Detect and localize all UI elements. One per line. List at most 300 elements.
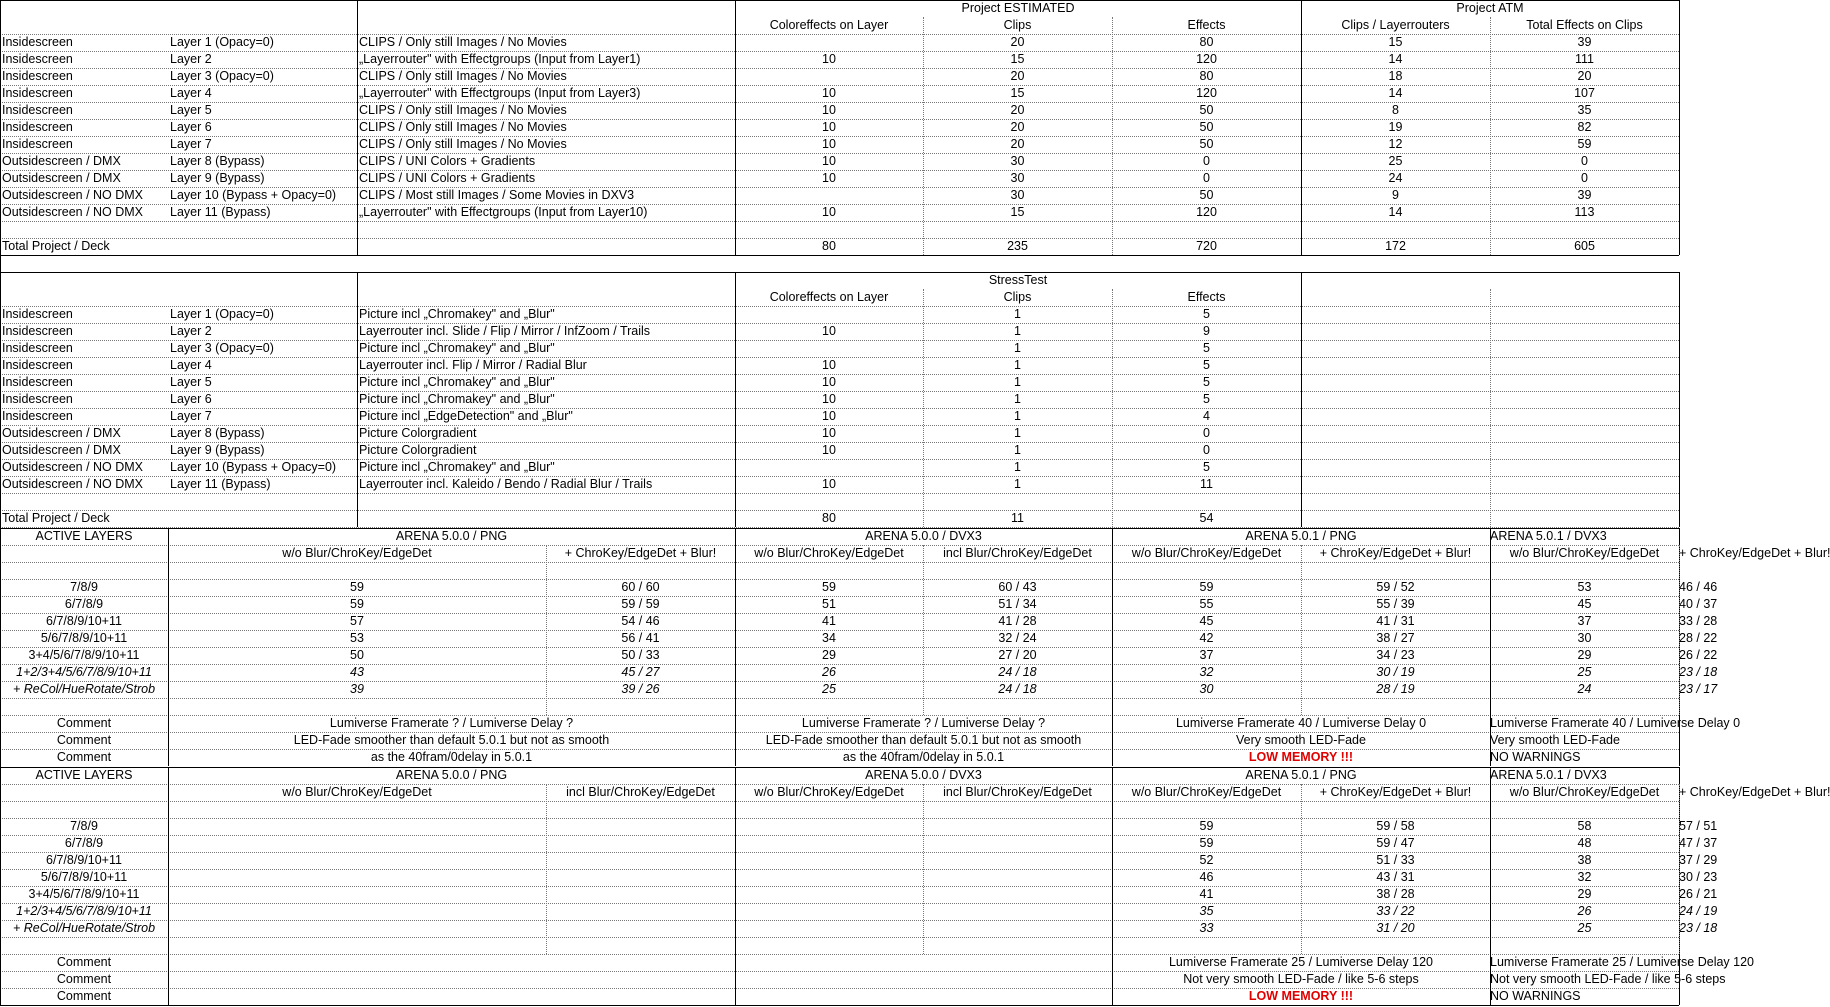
section1-cell: 39 [1577, 188, 1592, 202]
section4-comment: Lumiverse Framerate 25 / Lumiverse Delay 120 [1168, 955, 1433, 969]
section3-comment: as the 40fram/0delay in 5.0.1 [370, 750, 533, 764]
section2-cell: Insidescreen [2, 324, 73, 338]
section2-cell [1490, 391, 1679, 408]
section2-cell: 1 [1014, 307, 1021, 321]
section1-cell: 18 [1388, 69, 1403, 83]
section4-fps-value: 37 / 29 [1679, 853, 1718, 867]
section3-fps-value: 29 [822, 648, 836, 662]
section-border [0, 767, 1679, 768]
section3-fps-value: 51 / 34 [998, 597, 1037, 611]
section3-fps-value: 50 [350, 648, 364, 662]
section2-cell [1490, 323, 1679, 340]
section4-comment: Lumiverse Framerate 25 / Lumiverse Delay 120 [1490, 955, 1755, 969]
section3-fps-value: 59 / 59 [621, 597, 660, 611]
section4-comment [735, 971, 1112, 988]
row-gridline [0, 784, 1679, 785]
section4-fps-value [923, 835, 1112, 852]
section3-fps-value: 37 [1577, 614, 1592, 628]
section1-cell: CLIPS / UNI Colors + Gradients [359, 171, 536, 185]
section1-total-cell: Total Project / Deck [2, 239, 110, 253]
column-gridline [1679, 784, 1680, 954]
section1-cell: 80 [1199, 35, 1214, 49]
section3-fps-value: 41 / 31 [1376, 614, 1415, 628]
section3-comment: LOW MEMORY !!! [1248, 750, 1354, 764]
section3-comment: Very smooth LED-Fade [1236, 733, 1366, 747]
section1-cell: „Layerrouter" with Effectgroups (Input from Layer1) [359, 52, 641, 66]
section1-cell: „Layerrouter" with Effectgroups (Input from Layer10) [359, 205, 648, 219]
section2-cell: 1 [1014, 341, 1021, 355]
row-gridline [0, 374, 1679, 375]
row-gridline [0, 715, 1679, 716]
row-gridline [0, 801, 1679, 802]
section3-fps-value: 26 [822, 665, 836, 679]
row-gridline [0, 920, 1679, 921]
section3-fps-value: 26 / 22 [1679, 648, 1718, 662]
section2-cell: Insidescreen [2, 392, 73, 406]
section2-cell: 1 [1014, 477, 1021, 491]
section1-cell: CLIPS / Most still Images / Some Movies in DXV3 [359, 188, 635, 202]
section3-comment: Lumiverse Framerate ? / Lumiverse Delay ? [801, 716, 1046, 730]
section1-cell: Layer 4 [170, 86, 212, 100]
section3-fps-value: 28 / 22 [1679, 631, 1718, 645]
section4-fps-value [168, 869, 546, 886]
section2-cell: 1 [1014, 409, 1021, 423]
section4-fps-value: 38 / 28 [1376, 887, 1415, 901]
section1-cell: 14 [1388, 205, 1403, 219]
section4-fps-value: 52 [1199, 853, 1214, 867]
row-gridline [0, 34, 1679, 35]
section2-cell: 1 [1014, 358, 1021, 372]
section4-layer-set: + ReCol/HueRotate/Strob [12, 921, 156, 935]
section1-cell: 59 [1577, 137, 1592, 151]
section3-fps-value: 30 [1577, 631, 1592, 645]
column-border [735, 767, 736, 1005]
section2-cell: Layer 7 [170, 409, 212, 423]
section2-cell [735, 340, 923, 357]
section2-cell: 1 [1014, 426, 1021, 440]
section1-cell: 50 [1199, 188, 1214, 202]
row-gridline [0, 85, 1679, 86]
section4-layer-set: 3+4/5/6/7/8/9/10+11 [28, 887, 140, 901]
section3-comment: Very smooth LED-Fade [1490, 733, 1620, 747]
row-gridline [0, 221, 1679, 222]
row-gridline [0, 732, 1679, 733]
section1-cell: Insidescreen [2, 120, 73, 134]
row-gridline [0, 136, 1679, 137]
section3-layer-set: 5/6/7/8/9/10+11 [40, 631, 128, 645]
column-gridline [923, 17, 924, 255]
section3-sub-header: + ChroKey/EdgeDet + Blur! [1679, 546, 1830, 560]
row-gridline [0, 102, 1679, 103]
section4-fps-value [546, 818, 735, 835]
section2-cell [1301, 425, 1490, 442]
section1-cell: 12 [1388, 137, 1403, 151]
section2-cell [1490, 340, 1679, 357]
column-border [1679, 272, 1680, 527]
section1-cell: CLIPS / Only still Images / No Movies [359, 120, 567, 134]
section3-fps-value: 34 [822, 631, 836, 645]
section1-column-header [357, 17, 735, 34]
section1-total-cell: 605 [1574, 239, 1595, 253]
section2-cell [1490, 476, 1679, 493]
section2-group-header: StressTest [988, 273, 1048, 287]
column-border [1112, 528, 1113, 766]
section1-cell: 113 [1574, 205, 1595, 219]
section4-fps-value [168, 886, 546, 903]
section2-cell: 1 [1014, 460, 1021, 474]
section2-cell: Layer 10 (Bypass + Opacy=0) [170, 460, 337, 474]
row-gridline [0, 340, 1679, 341]
row-gridline [0, 238, 1679, 239]
section4-comment: Not very smooth LED-Fade / like 5-6 steps [1183, 972, 1419, 986]
section4-fps-value: 59 / 58 [1376, 819, 1415, 833]
section3-version-header: ARENA 5.0.0 / DVX3 [865, 529, 982, 543]
section3-fps-value: 59 [350, 580, 364, 594]
section3-comment: LED-Fade smoother than default 5.0.1 but not as smooth [293, 733, 610, 747]
section1-cell: 10 [822, 154, 836, 168]
section1-cell: 39 [1577, 35, 1592, 49]
section2-total-cell [1301, 510, 1490, 527]
section3-version-header: ARENA 5.0.1 / DVX3 [1490, 529, 1607, 543]
section2-cell: Picture incl „Chromakey" and „Blur" [359, 375, 555, 389]
section3-fps-value: 53 [350, 631, 364, 645]
section2-cell [1490, 374, 1679, 391]
section4-comment-label: Comment [56, 955, 112, 969]
section4-fps-value [168, 903, 546, 920]
section3-fps-value: 59 [350, 597, 364, 611]
section3-fps-value: 55 [1199, 597, 1214, 611]
row-gridline [0, 681, 1679, 682]
section1-cell: 30 [1010, 171, 1025, 185]
section3-sub-header: w/o Blur/ChroKey/EdgeDet [754, 546, 904, 560]
row-gridline [0, 187, 1679, 188]
section1-cell: 120 [1196, 52, 1217, 66]
section4-fps-value: 58 [1577, 819, 1592, 833]
section1-total-cell [168, 238, 357, 255]
section2-total-cell: 54 [1199, 511, 1214, 525]
row-gridline [0, 459, 1679, 460]
section1-cell: Outsidescreen / DMX [2, 171, 121, 185]
section4-version-header: ARENA 5.0.1 / PNG [1245, 768, 1357, 782]
row-gridline [0, 749, 1679, 750]
section2-cell [1301, 306, 1490, 323]
column-border [735, 528, 736, 766]
section2-cell: Picture incl „Chromakey" and „Blur" [359, 307, 555, 321]
section3-fps-value: 33 / 28 [1679, 614, 1718, 628]
section4-fps-value: 33 [1199, 921, 1214, 935]
row-gridline [0, 68, 1679, 69]
section2-cell [1490, 408, 1679, 425]
section1-cell: CLIPS / Only still Images / No Movies [359, 69, 567, 83]
row-gridline [0, 357, 1679, 358]
section3-comment: Lumiverse Framerate ? / Lumiverse Delay ? [329, 716, 574, 730]
section1-cell: Layer 5 [170, 103, 212, 117]
column-gridline [1490, 17, 1491, 255]
section3-fps-value: 25 [1577, 665, 1592, 679]
section4-fps-value: 31 / 20 [1376, 921, 1415, 935]
section2-column-header [357, 289, 735, 306]
section2-cell: Picture Colorgradient [359, 426, 477, 440]
section3-sub-header: incl Blur/ChroKey/EdgeDet [943, 546, 1092, 560]
section3-fps-value: 38 / 27 [1376, 631, 1415, 645]
section1-total-cell: 720 [1196, 239, 1217, 253]
section2-column-header: Effects [1187, 290, 1226, 304]
section2-cell: Outsidescreen / NO DMX [2, 477, 144, 491]
section-border [0, 0, 1679, 1]
section2-cell: Outsidescreen / DMX [2, 426, 121, 440]
section4-sub-header: incl Blur/ChroKey/EdgeDet [943, 785, 1092, 799]
section2-total-cell [1490, 510, 1679, 527]
section-border [0, 272, 1679, 273]
section2-cell: 11 [1200, 477, 1213, 491]
section2-cell: Picture Colorgradient [359, 443, 477, 457]
row-gridline [0, 698, 1679, 699]
section1-cell: 10 [822, 120, 836, 134]
section2-cell: Insidescreen [2, 409, 73, 423]
column-border [1490, 528, 1491, 766]
section2-cell [1301, 391, 1490, 408]
section2-cell: Insidescreen [2, 358, 73, 372]
section3-comment: LED-Fade smoother than default 5.0.1 but not as smooth [765, 733, 1082, 747]
section3-fps-value: 23 / 18 [1679, 665, 1718, 679]
section4-comment [168, 971, 735, 988]
section2-column-header: Clips [1003, 290, 1032, 304]
section1-cell: 50 [1199, 103, 1214, 117]
section1-cell: 20 [1010, 120, 1025, 134]
section1-cell: Insidescreen [2, 35, 73, 49]
section1-cell: 15 [1010, 205, 1025, 219]
section3-fps-value: 54 / 46 [621, 614, 660, 628]
section2-total-cell [168, 510, 357, 527]
section4-layer-set: 1+2/3+4/5/6/7/8/9/10+11 [16, 904, 152, 918]
row-gridline [0, 545, 1679, 546]
section3-comment-label: Comment [56, 716, 112, 730]
section2-column-header: Coloreffects on Layer [769, 290, 889, 304]
section4-version-header: ARENA 5.0.0 / DVX3 [865, 768, 982, 782]
row-gridline [0, 818, 1679, 819]
section3-layer-set: 3+4/5/6/7/8/9/10+11 [28, 648, 140, 662]
section2-cell: 4 [1203, 409, 1210, 423]
section3-fps-value: 50 / 33 [621, 648, 660, 662]
section3-fps-value: 46 / 46 [1679, 580, 1718, 594]
section4-fps-value [546, 852, 735, 869]
section4-comment [168, 954, 735, 971]
section4-layer-set: 7/8/9 [70, 819, 98, 833]
column-border [168, 528, 169, 766]
row-gridline [0, 903, 1679, 904]
section2-cell [1490, 306, 1679, 323]
column-border [1490, 767, 1491, 1005]
section3-fps-value: 55 / 39 [1376, 597, 1415, 611]
section2-cell [1490, 425, 1679, 442]
section3-comment: as the 40fram/0delay in 5.0.1 [842, 750, 1005, 764]
section4-fps-value [735, 818, 923, 835]
section4-layer-set: 6/7/8/9/10+11 [46, 853, 122, 867]
row-gridline [0, 493, 1679, 494]
section2-cell: Layer 8 (Bypass) [170, 426, 265, 440]
section2-cell: Picture incl „Chromakey" and „Blur" [359, 460, 555, 474]
section3-comment-label: Comment [56, 733, 112, 747]
section3-fps-value: 51 [822, 597, 836, 611]
section1-cell: CLIPS / Only still Images / No Movies [359, 35, 567, 49]
section4-fps-value: 35 [1199, 904, 1214, 918]
section2-cell: 10 [822, 409, 836, 423]
section3-sub-header: w/o Blur/ChroKey/EdgeDet [1509, 546, 1660, 560]
section1-cell: Insidescreen [2, 69, 73, 83]
section4-layer-set: 6/7/8/9 [64, 836, 104, 850]
section3-fps-value: 34 / 23 [1376, 648, 1415, 662]
section1-group-header: Project ATM [1456, 1, 1524, 15]
section4-version-header: ARENA 5.0.0 / PNG [395, 768, 508, 782]
section2-cell: 5 [1203, 341, 1210, 355]
column-border [168, 767, 169, 1005]
section2-cell: Layerrouter incl. Slide / Flip / Mirror / InfZoom / Trails [359, 324, 651, 338]
section3-fps-value: 23 / 17 [1679, 682, 1718, 696]
section3-sub-header: w/o Blur/ChroKey/EdgeDet [1131, 546, 1282, 560]
section3-fps-value: 30 / 19 [1376, 665, 1415, 679]
row-gridline [0, 323, 1679, 324]
section2-cell: 1 [1014, 324, 1021, 338]
section3-fps-value: 57 [350, 614, 364, 628]
section1-cell: Outsidescreen / NO DMX [2, 205, 144, 219]
column-border [735, 0, 736, 255]
section-border [0, 255, 1679, 256]
section3-active-layers-label: ACTIVE LAYERS [35, 529, 133, 543]
section1-cell: 10 [822, 86, 836, 100]
section1-cell: 20 [1010, 103, 1025, 117]
section3-comment: Lumiverse Framerate 40 / Lumiverse Delay 0 [1490, 716, 1741, 730]
column-border [357, 272, 358, 527]
section2-cell: Layer 9 (Bypass) [170, 443, 265, 457]
section4-fps-value [923, 818, 1112, 835]
section1-cell: 15 [1010, 86, 1025, 100]
row-gridline [0, 971, 1679, 972]
section1-cell: Layer 8 (Bypass) [170, 154, 265, 168]
section2-cell: Insidescreen [2, 375, 73, 389]
section1-cell: 10 [822, 52, 836, 66]
column-gridline [1301, 784, 1302, 954]
section3-fps-value: 29 [1577, 648, 1592, 662]
section4-fps-value [735, 886, 923, 903]
section2-cell [1301, 408, 1490, 425]
section3-sub-header: + ChroKey/EdgeDet + Blur! [564, 546, 717, 560]
section4-fps-value: 26 [1577, 904, 1592, 918]
section4-fps-value [546, 903, 735, 920]
section3-comment: NO WARNINGS [1490, 750, 1581, 764]
section2-cell: Layer 2 [170, 324, 212, 338]
section4-fps-value [735, 835, 923, 852]
column-gridline [1679, 545, 1680, 715]
row-gridline [0, 835, 1679, 836]
section3-fps-value: 37 [1199, 648, 1214, 662]
section2-cell: 5 [1203, 307, 1210, 321]
row-gridline [0, 647, 1679, 648]
row-gridline [0, 204, 1679, 205]
section3-fps-value: 43 [350, 665, 364, 679]
column-gridline [1490, 289, 1491, 527]
row-gridline [0, 408, 1679, 409]
section4-fps-value [546, 869, 735, 886]
section1-cell: 9 [1392, 188, 1399, 202]
section4-comment: NO WARNINGS [1490, 989, 1581, 1003]
section4-fps-value [546, 920, 735, 937]
section4-fps-value [735, 869, 923, 886]
row-gridline [0, 425, 1679, 426]
row-gridline [0, 613, 1679, 614]
section4-fps-value: 38 [1577, 853, 1592, 867]
section2-cell [1301, 459, 1490, 476]
row-gridline [0, 442, 1679, 443]
section2-cell [735, 306, 923, 323]
section4-sub-header: w/o Blur/ChroKey/EdgeDet [282, 785, 432, 799]
section1-cell: 30 [1010, 154, 1025, 168]
section4-fps-value: 59 [1199, 819, 1214, 833]
section4-fps-value: 24 / 19 [1679, 904, 1718, 918]
section2-cell [1490, 357, 1679, 374]
section1-cell: 50 [1199, 120, 1214, 134]
section3-comment-label: Comment [56, 750, 112, 764]
section1-cell: 10 [822, 171, 836, 185]
section1-column-header: Total Effects on Clips [1526, 18, 1643, 32]
section1-cell: Layer 1 (Opacy=0) [170, 35, 274, 49]
section1-cell: 0 [1581, 154, 1588, 168]
section2-cell: 1 [1014, 443, 1021, 457]
section1-cell: CLIPS / UNI Colors + Gradients [359, 154, 536, 168]
section2-column-header [168, 289, 357, 306]
section3-version-header: ARENA 5.0.1 / PNG [1245, 529, 1357, 543]
section4-fps-value: 57 / 51 [1679, 819, 1718, 833]
section3-sub-header: w/o Blur/ChroKey/EdgeDet [282, 546, 432, 560]
row-gridline [0, 852, 1679, 853]
section2-cell: Picture incl „Chromakey" and „Blur" [359, 341, 555, 355]
section2-cell: 0 [1203, 443, 1210, 457]
section2-cell: 9 [1203, 324, 1210, 338]
section4-comment-label: Comment [56, 972, 112, 986]
section4-fps-value [735, 920, 923, 937]
column-border [1679, 0, 1680, 255]
section4-fps-value [546, 886, 735, 903]
section1-cell: Layer 11 (Bypass) [170, 205, 271, 219]
section2-cell [1301, 323, 1490, 340]
section3-fps-value: 60 / 60 [621, 580, 660, 594]
section4-fps-value [546, 835, 735, 852]
section3-fps-value: 45 / 27 [621, 665, 660, 679]
section1-cell: Insidescreen [2, 137, 73, 151]
column-gridline [923, 784, 924, 954]
section2-column-header [1301, 289, 1490, 306]
section4-fps-value: 46 [1199, 870, 1214, 884]
section3-fps-value: 45 [1199, 614, 1214, 628]
section2-total-cell: Total Project / Deck [2, 511, 110, 525]
column-gridline [546, 784, 547, 954]
section1-cell: 25 [1388, 154, 1403, 168]
section4-fps-value [735, 903, 923, 920]
column-gridline [546, 545, 547, 715]
section2-cell: Picture incl „EdgeDetection" and „Blur" [359, 409, 573, 423]
section3-fps-value: 40 / 37 [1679, 597, 1718, 611]
section1-column-header: Effects [1187, 18, 1226, 32]
section1-cell: 0 [1581, 171, 1588, 185]
column-gridline [1301, 545, 1302, 715]
section4-fps-value: 32 [1577, 870, 1592, 884]
section2-cell [1301, 357, 1490, 374]
section3-fps-value: 24 / 18 [998, 682, 1037, 696]
section3-fps-value: 28 / 19 [1376, 682, 1415, 696]
section1-cell: 0 [1203, 154, 1210, 168]
section4-sub-header: w/o Blur/ChroKey/EdgeDet [1131, 785, 1282, 799]
section2-total-cell: 80 [822, 511, 836, 525]
section3-fps-value: 42 [1199, 631, 1214, 645]
